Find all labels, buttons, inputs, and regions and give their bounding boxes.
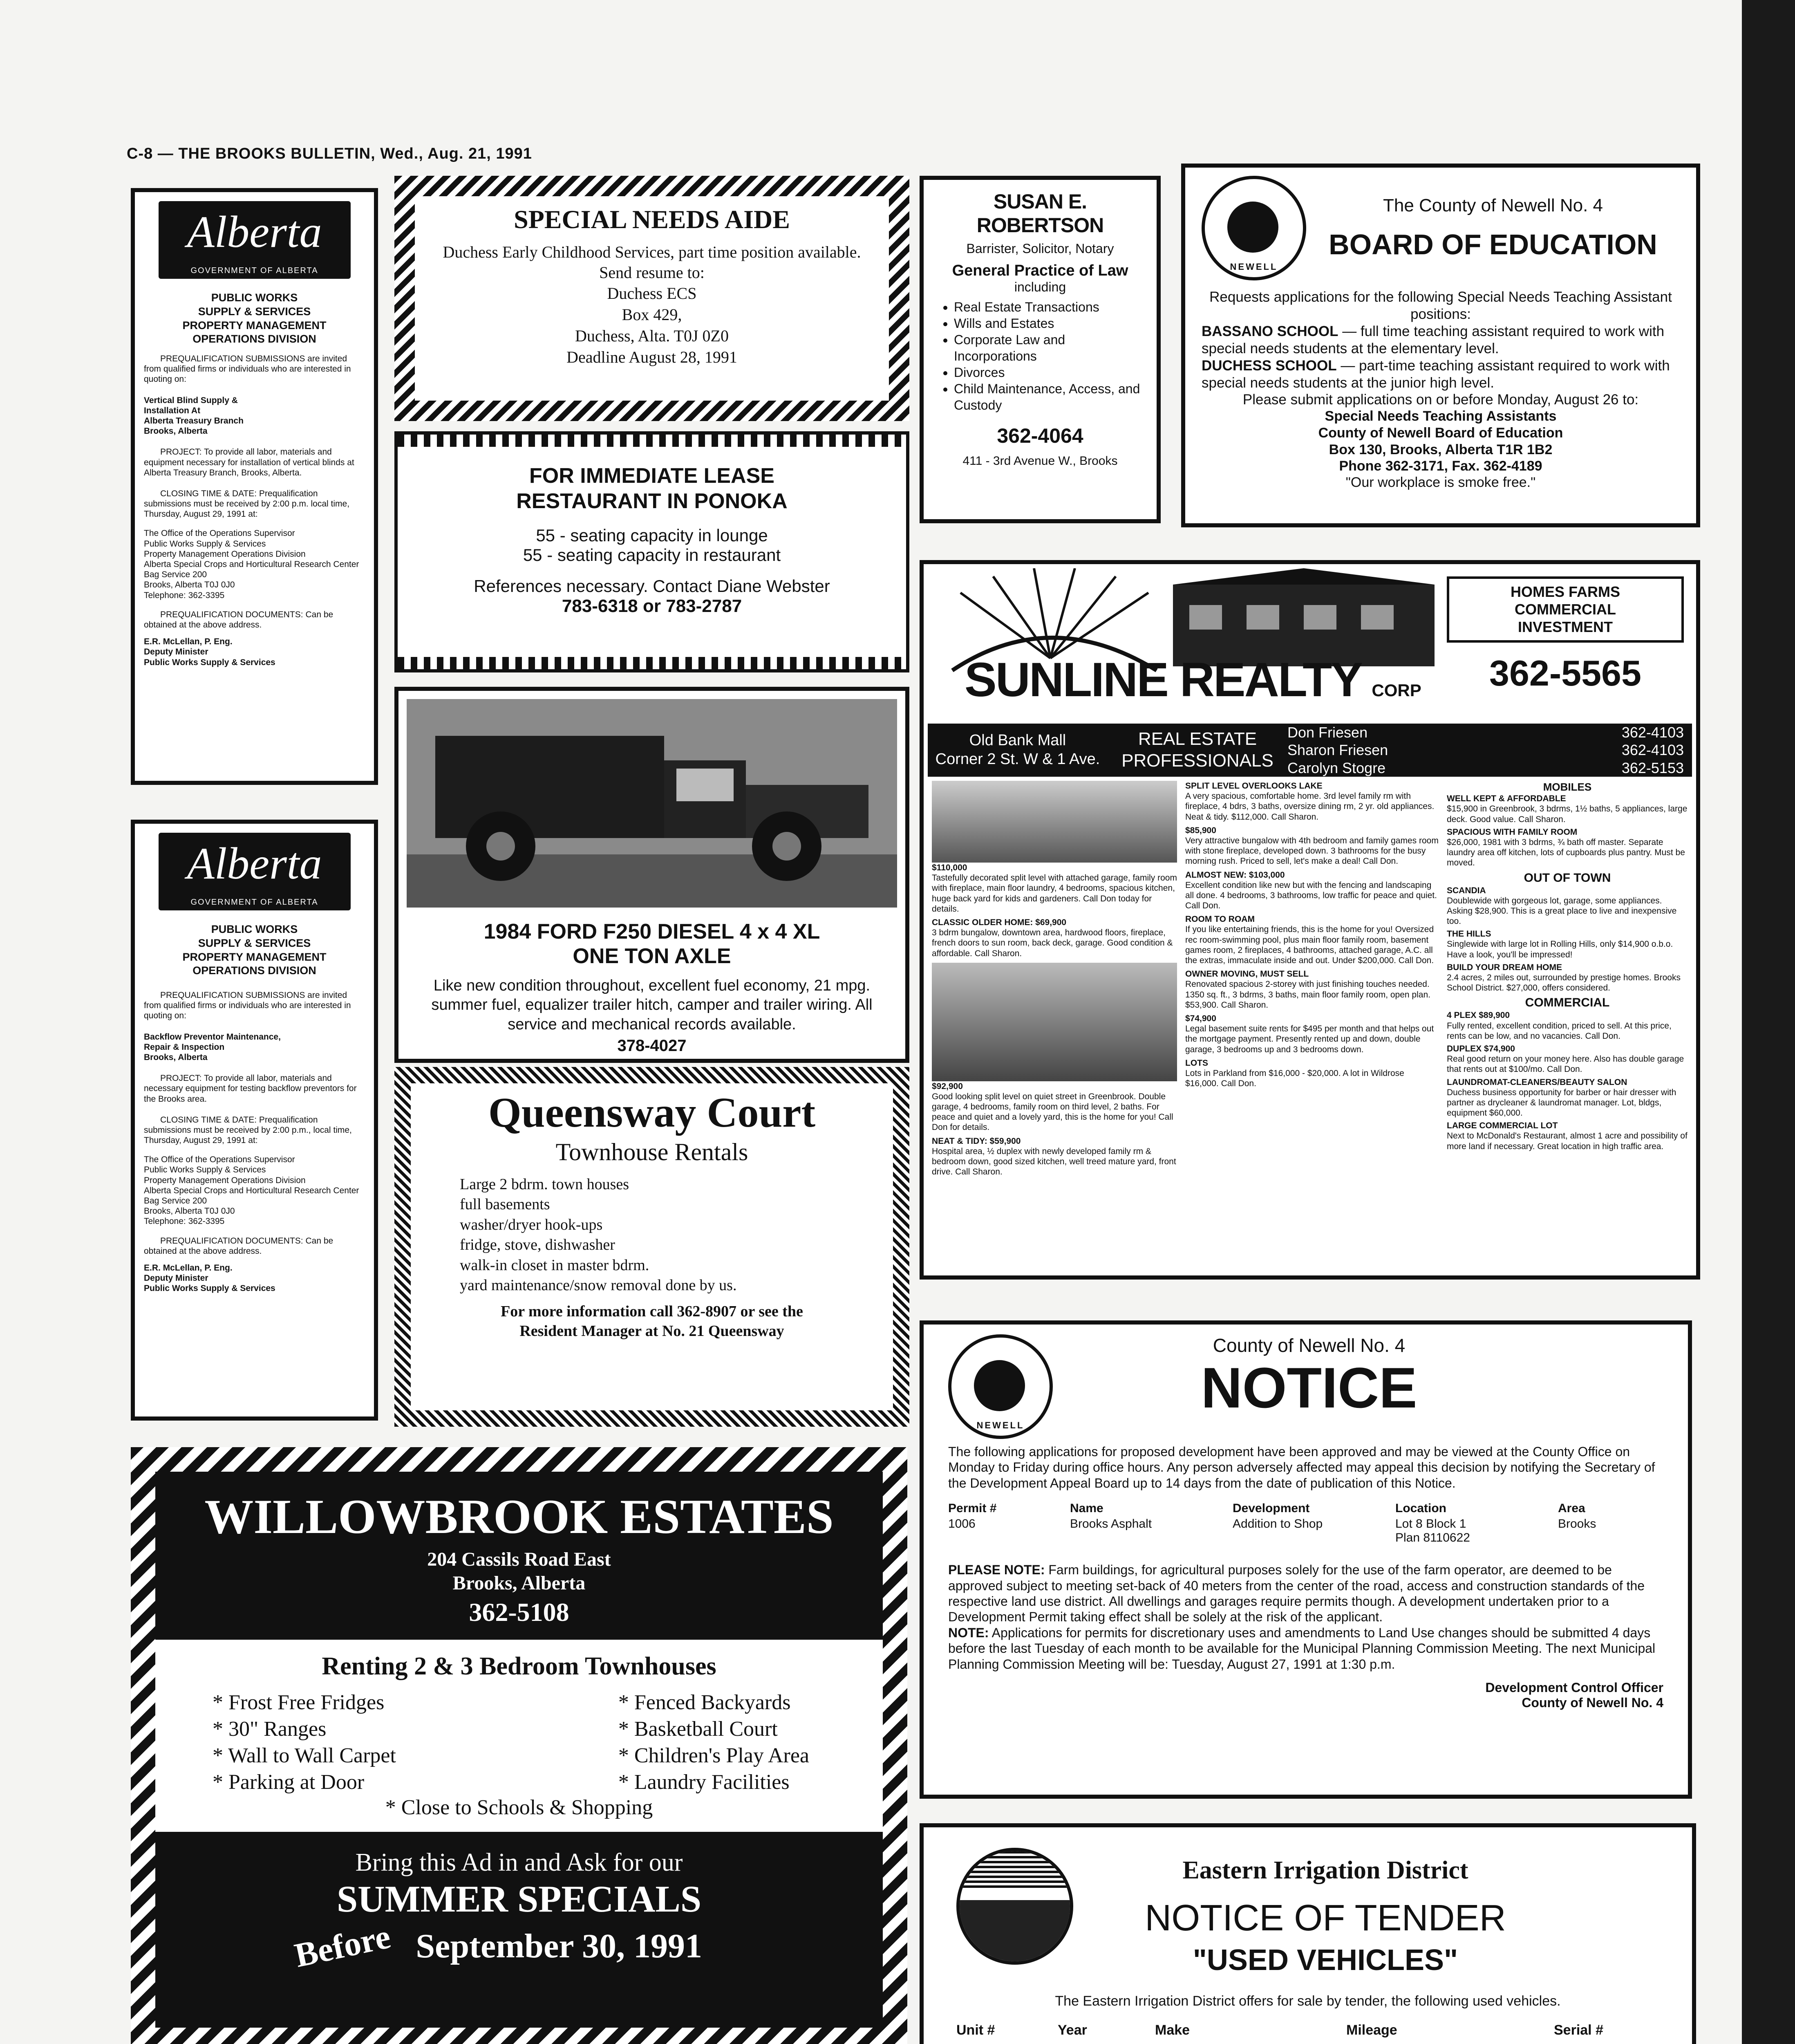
project-text: PROJECT: To provide all labor, materials and necessary equipment for testing backflow preventors for the Brooks area. bbox=[144, 1074, 357, 1104]
listing-heading: ROOM TO ROAM bbox=[1185, 914, 1255, 924]
lawyer-name: SUSAN E. ROBERTSON bbox=[976, 190, 1104, 237]
location: Old Bank Mall Corner 2 St. W & 1 Ave. bbox=[935, 732, 1100, 768]
willowbrook-estates-ad bbox=[131, 1447, 907, 2044]
alberta-logo-sub: GOVERNMENT OF ALBERTA bbox=[190, 266, 318, 275]
duchess-label: DUCHESS SCHOOL bbox=[1202, 358, 1337, 374]
newell-development-notice-large bbox=[920, 1320, 1692, 1799]
listing-heading: $110,000 bbox=[932, 863, 967, 872]
feature-item: yard maintenance/snow removal done by us. bbox=[460, 1276, 737, 1294]
section-heading: OUT OF TOWN bbox=[1524, 871, 1611, 885]
listing-text: 3 bdrm bungalow, downtown area, hardwood floors, fireplace, french doors to sun room, back deck, garage. Good condition & affordable. Call Sharon. bbox=[932, 928, 1173, 958]
agent-name: Don Friesen bbox=[1287, 724, 1368, 741]
services-list bbox=[933, 299, 1147, 413]
listing-text: Lots in Parkland from $16,000 - $20,000. A lot in Wildrose $16,000. Call Don. bbox=[1185, 1068, 1404, 1089]
office-address: The Office of the Operations Supervisor Public Works Supply & Services Property Management Operations Division Alberta Special Crops and Horticultural Research Center Bag Service 200 Brooks, Alberta T0J 0J0 Telephone: 362-3395 bbox=[144, 1155, 359, 1226]
border-top bbox=[398, 435, 906, 447]
practice: General Practice of Law bbox=[952, 262, 1128, 279]
address: 411 - 3rd Avenue W., Brooks bbox=[962, 454, 1118, 468]
table-row bbox=[948, 1516, 1663, 1546]
professionals: REAL ESTATE PROFESSIONALS bbox=[1121, 729, 1274, 771]
county-name: The County of Newell No. 4 bbox=[1383, 195, 1603, 215]
listing-text: Tastefully decorated split level with attached garage, family room with fireplace, main floor laundry, 4 bedrooms, spacious kitchen, huge back yard for kids and gardeners. Call Don today for details. bbox=[932, 873, 1177, 914]
special-needs-aide-ad bbox=[394, 176, 909, 421]
restaurant-lease-ad bbox=[394, 431, 909, 672]
closing-text: CLOSING TIME & DATE: Prequalification submissions must be received by 2:00 p.m., local time, Thursday, August 29, 1991 at: bbox=[144, 1115, 352, 1145]
features-panel bbox=[155, 1640, 883, 1832]
listing-text: Doublewide with gorgeous lot, garage, some appliances. Asking $28,900. This is a great place to live and inexpensive too. bbox=[1447, 896, 1677, 926]
ad-title: 1984 FORD F250 DIESEL 4 x 4 XL ONE TON AXLE bbox=[483, 920, 820, 968]
sunline-logo bbox=[928, 568, 1439, 724]
lawyer-title: Barrister, Solicitor, Notary bbox=[966, 241, 1114, 256]
bring-ad: Bring this Ad in and Ask for our bbox=[355, 1849, 683, 1877]
listing-text: Real good return on your money here. Also has double garage that rents out at $100/mo. Call Don. bbox=[1447, 1054, 1684, 1074]
tender-item: Vertical Blind Supply & Installation At Alberta Treasury Branch Brooks, Alberta bbox=[144, 395, 244, 436]
dept-title: PUBLIC WORKS SUPPLY & SERVICES PROPERTY MANAGEMENT OPERATIONS DIVISION bbox=[182, 923, 327, 977]
feature-item: * 30" Ranges bbox=[213, 1717, 327, 1741]
documents-text: PREQUALIFICATION DOCUMENTS: Can be obtained at the above address. bbox=[144, 610, 333, 630]
feature-item: fridge, stove, dishwasher bbox=[460, 1236, 615, 1254]
feature-item: * Children's Play Area bbox=[618, 1744, 809, 1768]
note bbox=[948, 1625, 1663, 1672]
office-address: The Office of the Operations Supervisor Public Works Supply & Services Property Management Operations Division Alberta Special Crops and Horticultural Research Center Bag Service 200 Brooks, Alberta T0J 0J0 Telephone: 362-3395 bbox=[144, 529, 359, 600]
listing-heading: ALMOST NEW: $103,000 bbox=[1185, 870, 1285, 880]
listing-text: Fully rented, excellent condition, priced to sell. At this price, rents can be low, and no vacancies. Call Don. bbox=[1447, 1021, 1672, 1041]
listing-heading: BUILD YOUR DREAM HOME bbox=[1447, 962, 1562, 972]
queensway-court-ad bbox=[394, 1067, 909, 1427]
phone: 378-4027 bbox=[617, 1037, 687, 1055]
notice-title: NOTICE bbox=[1201, 1356, 1417, 1420]
truck-for-sale-ad bbox=[394, 687, 909, 1063]
listings bbox=[928, 781, 1692, 1177]
ad-subtitle: Townhouse Rentals bbox=[555, 1139, 748, 1165]
service-item: • Corporate Law and Incorporations bbox=[954, 332, 1147, 364]
tender-intro: The Eastern Irrigation District offers for sale by tender, the following used vehicles. bbox=[1055, 1993, 1561, 2009]
note-label: NOTE: bbox=[948, 1625, 989, 1640]
ad-body: Duchess Early Childhood Services, part time position available. Send resume to: bbox=[443, 243, 861, 282]
ad-title: WILLOWBROOK ESTATES bbox=[204, 1489, 834, 1544]
permits-table bbox=[948, 1501, 1663, 1546]
phone: 783-6318 or 783-2787 bbox=[562, 596, 742, 616]
feature-item: * Parking at Door bbox=[213, 1771, 365, 1794]
feature-item: washer/dryer hook-ups bbox=[460, 1216, 603, 1233]
tender-title: NOTICE OF TENDER bbox=[1145, 1898, 1506, 1939]
page-header: C-8 — THE BROOKS BULLETIN, Wed., Aug. 21, 1991 bbox=[127, 145, 532, 162]
truck-photo bbox=[407, 699, 897, 908]
listings-col-3 bbox=[1443, 781, 1692, 1177]
intro: Requests applications for the following Special Needs Teaching Assistant positions: bbox=[1209, 289, 1672, 322]
signature: E.R. McLellan, P. Eng. Deputy Minister Public Works Supply & Services bbox=[144, 637, 275, 667]
col-permit: Permit # bbox=[948, 1502, 997, 1515]
submit-address: Special Needs Teaching Assistants County of Newell Board of Education Box 130, Brooks, Alberta T1R 1B2 Phone 362-3171, Fax. 362-4189 bbox=[1318, 408, 1563, 474]
listing-heading: $85,900 bbox=[1185, 825, 1216, 835]
ad-title: Queensway Court bbox=[488, 1089, 816, 1136]
lounge-line: 55 - seating capacity in lounge bbox=[536, 525, 768, 545]
summer-specials: SUMMER SPECIALS bbox=[336, 1878, 701, 1920]
feature-item: * Basketball Court bbox=[618, 1717, 778, 1741]
intro-text: PREQUALIFICATION SUBMISSIONS are invited from qualified firms or individuals who are interested in quoting on: bbox=[144, 354, 351, 384]
county-crest-icon bbox=[1202, 176, 1306, 280]
service-item: • Child Maintenance, Access, and Custody bbox=[954, 381, 1147, 413]
house-photo bbox=[932, 963, 1177, 1081]
col-year: Year bbox=[1058, 2022, 1087, 2038]
col-name: Name bbox=[1070, 1502, 1103, 1515]
listing-text: Duchess business opportunity for barber or hair dresser with partner as drycleaner & laundromat manager. Lot, bldgs, equipment $60,000. bbox=[1447, 1087, 1676, 1118]
service-item: • Real Estate Transactions bbox=[954, 299, 1147, 315]
agent-phone: 362-4103 bbox=[1621, 724, 1684, 741]
agent-name: Sharon Friesen bbox=[1287, 742, 1388, 759]
ad-title: FOR IMMEDIATE LEASE RESTAURANT IN PONOKA bbox=[516, 464, 788, 513]
feature-item: walk-in closet in master bdrm. bbox=[460, 1256, 649, 1274]
service-item: • Wills and Estates bbox=[954, 315, 1147, 332]
feature-list bbox=[460, 1174, 868, 1295]
alberta-logo-text: Alberta bbox=[187, 207, 322, 257]
bassano-position bbox=[1202, 323, 1680, 357]
note-text: Applications for permits for discretionary uses and amendments to Land Use changes should be submitted 4 days before the last Tuesday of each month to be available for the Municipal Planning Commission Meeting. The next Municipal Planning Commission Meeting will be: Tuesday, August 27, 1991 at 1:30 p.m. bbox=[948, 1625, 1656, 1672]
alberta-logo bbox=[159, 833, 351, 910]
tender-subtitle: "USED VEHICLES" bbox=[1193, 1944, 1458, 1977]
table-header bbox=[956, 2022, 1659, 2039]
crest-text: NEWELL bbox=[1230, 262, 1278, 272]
feature-item: full basements bbox=[460, 1196, 550, 1213]
cell bbox=[1058, 2039, 1155, 2044]
listing-text: Hospital area, ½ duplex with newly developed family rm & bedroom down, good sized kitchen, well treed mature yard, front drive. Call Sharon. bbox=[932, 1146, 1176, 1177]
col-make: Make bbox=[1155, 2022, 1190, 2038]
sunline-header bbox=[928, 568, 1692, 724]
address: 204 Cassils Road East Brooks, Alberta bbox=[427, 1549, 611, 1594]
cell bbox=[1155, 2039, 1346, 2044]
listings-col-2 bbox=[1181, 781, 1443, 1177]
listing-heading: LARGE COMMERCIAL LOT bbox=[1447, 1121, 1558, 1131]
col-unit: Unit # bbox=[956, 2022, 995, 2038]
listing-heading: LAUNDROMAT-CLEANERS/BEAUTY SALON bbox=[1447, 1077, 1627, 1087]
agent-row bbox=[1287, 759, 1684, 777]
agent-row bbox=[1287, 724, 1684, 741]
signature: E.R. McLellan, P. Eng. Deputy Minister Public Works Supply & Services bbox=[144, 1263, 275, 1293]
closing-text: CLOSING TIME & DATE: Prequalification submissions must be received by 2:00 p.m. local time, Thursday, August 29, 1991 at: bbox=[144, 489, 350, 519]
feature-item: * Laundry Facilities bbox=[618, 1771, 790, 1794]
county-name: County of Newell No. 4 bbox=[1213, 1335, 1406, 1356]
listing-text: Next to McDonald's Restaurant, almost 1 acre and possibility of more land if necessary. Great location in high traffic area. bbox=[1447, 1131, 1688, 1151]
alberta-tender-ad-1 bbox=[131, 188, 378, 785]
truck-icon bbox=[407, 699, 897, 908]
listing-heading: WELL KEPT & AFFORDABLE bbox=[1447, 794, 1566, 804]
listing-heading: DUPLEX $74,900 bbox=[1447, 1044, 1515, 1053]
submit-line: Please submit applications on or before Monday, August 26 to: bbox=[1242, 392, 1639, 408]
cell: Brooks bbox=[1558, 1517, 1596, 1531]
feature-item: * Close to Schools & Shopping bbox=[385, 1796, 653, 1820]
before-label: Before bbox=[291, 1917, 394, 1975]
board-title: BOARD OF EDUCATION bbox=[1329, 229, 1657, 260]
info-bar bbox=[928, 724, 1692, 777]
intro-text: PREQUALIFICATION SUBMISSIONS are invited from qualified firms or individuals who are interested in quoting on: bbox=[144, 991, 351, 1021]
listings-col-1 bbox=[928, 781, 1181, 1177]
listing-heading: SPLIT LEVEL OVERLOOKS LAKE bbox=[1185, 781, 1323, 791]
table-row bbox=[956, 2039, 1659, 2044]
please-note-text: Farm buildings, for agricultural purposes solely for the use of the farm operator, are deemed to be approved subject to meeting set-back of 40 meters from the center of the road, access and construction standards of the respective land use district. All dwellings and garages require permits though. A development undertaken prior to a Development Permit taking effect shall be solely at the risk of the applicant. bbox=[948, 1562, 1645, 1625]
cell bbox=[1554, 2039, 1659, 2044]
eid-tender-ad bbox=[920, 1823, 1696, 2044]
deadline-date: September 30, 1991 bbox=[416, 1927, 703, 1966]
col-serial: Serial # bbox=[1554, 2022, 1603, 2038]
col-development: Development bbox=[1233, 1502, 1310, 1515]
ad-address: Duchess ECS Box 429, Duchess, Alta. T0J 0Z0 Deadline August 28, 1991 bbox=[566, 284, 737, 366]
office-phone: 362-5565 bbox=[1489, 652, 1641, 693]
phone: 362-5108 bbox=[469, 1598, 569, 1627]
listing-heading: 4 PLEX $89,900 bbox=[1447, 1011, 1510, 1020]
listing-text: If you like entertaining friends, this is the home for you! Oversized rec room-swimming pool, plus main floor family room, basement games room, 2 fireplaces, 4 bathrooms, attached garage, A.C. all the extras, immaculate inside and out. Under $200,000. Call Don. bbox=[1185, 925, 1434, 965]
listing-text: Very attractive bungalow with 4th bedroom and family games room with stone fireplace, developed down. 3 bathrooms for the busy morning rush. Priced to sell, let's make a deal! Call Don. bbox=[1185, 836, 1439, 866]
alberta-logo bbox=[159, 201, 351, 279]
agents-list bbox=[1287, 724, 1692, 777]
col-location: Location bbox=[1395, 1502, 1446, 1515]
feature-item: * Frost Free Fridges bbox=[213, 1691, 385, 1715]
service-item: • Divorces bbox=[954, 364, 1147, 381]
please-note bbox=[948, 1562, 1663, 1625]
alberta-tender-ad-2 bbox=[131, 820, 378, 1421]
crest-text: NEWELL bbox=[976, 1420, 1025, 1430]
renting-title: Renting 2 & 3 Bedroom Townhouses bbox=[322, 1652, 716, 1681]
project-text: PROJECT: To provide all labor, materials and equipment necessary for installation of vertical blinds at Alberta Treasury Branch, Brooks, Alberta. bbox=[144, 447, 354, 477]
agent-name: Carolyn Stogre bbox=[1287, 759, 1386, 776]
robertson-law-ad bbox=[920, 176, 1161, 523]
house-photo bbox=[932, 781, 1177, 863]
listing-text: Excellent condition like new but with the fencing and landscaping all done. 4 bedrooms, 3 bathrooms, low traffic for peace and quiet. Call Don. bbox=[1185, 880, 1437, 911]
service-tags: HOMES FARMS COMMERCIAL INVESTMENT bbox=[1447, 576, 1684, 643]
phone: 362-4064 bbox=[997, 424, 1083, 447]
feature-item: Large 2 bdrm. town houses bbox=[460, 1176, 629, 1193]
documents-text: PREQUALIFICATION DOCUMENTS: Can be obtained at the above address. bbox=[144, 1236, 333, 1256]
feature-item: * Wall to Wall Carpet bbox=[213, 1744, 396, 1768]
restaurant-line: 55 - seating capacity in restaurant bbox=[523, 545, 781, 565]
vehicles-table bbox=[956, 2022, 1659, 2044]
bassano-label: BASSANO SCHOOL bbox=[1202, 323, 1338, 339]
sunline-realty-ad bbox=[920, 560, 1700, 1280]
listing-heading: THE HILLS bbox=[1447, 929, 1491, 939]
smoke-free: "Our workplace is smoke free." bbox=[1345, 475, 1536, 491]
listing-text: A very spacious, comfortable home. 3rd level family rm with fireplace, 4 bdrs, 3 baths, oversize dining rm, 2 yr. old appliances. Neat & tidy. $112,000. Call Sharon. bbox=[1185, 791, 1435, 822]
agent-row bbox=[1287, 741, 1684, 759]
please-note-label: PLEASE NOTE: bbox=[948, 1562, 1045, 1578]
cell: Brooks Asphalt bbox=[1070, 1517, 1152, 1531]
ad-footer: For more information call 362-8907 or see the Resident Manager at No. 21 Queensway bbox=[501, 1303, 803, 1340]
including: including bbox=[1014, 280, 1066, 294]
bassano-text: — full time teaching assistant required to work with special needs students at the elementary level. bbox=[1202, 323, 1665, 356]
ad-title: SPECIAL NEEDS AIDE bbox=[514, 205, 790, 234]
alberta-logo-sub: GOVERNMENT OF ALBERTA bbox=[190, 898, 318, 907]
signature: Development Control Officer County of Newell No. 4 bbox=[1485, 1680, 1663, 1710]
scan-edge bbox=[1742, 0, 1795, 2044]
company-corp: CORP bbox=[1372, 681, 1421, 700]
cell bbox=[956, 2039, 1058, 2044]
duchess-text: — part-time teaching assistant required to work with special needs students at the junior high level. bbox=[1202, 358, 1670, 391]
listing-heading: SCANDIA bbox=[1447, 885, 1486, 895]
features-grid bbox=[180, 1689, 858, 1795]
table-header bbox=[948, 1501, 1663, 1516]
listing-heading: OWNER MOVING, MUST SELL bbox=[1185, 969, 1309, 979]
ad-body: Like new condition throughout, excellent fuel economy, 21 mpg. summer fuel, equalizer trailer hitch, camper and trailer wiring. All service and mechanical records available. bbox=[431, 977, 873, 1033]
cell: Lot 8 Block 1 Plan 8110622 bbox=[1395, 1517, 1470, 1545]
listing-text: $15,900 in Greenbrook, 3 bdrms, 1½ baths, 5 appliances, large deck. Good value. Call Sharon. bbox=[1447, 804, 1688, 824]
tender-item: Backflow Preventor Maintenance, Repair & Inspection Brooks, Alberta bbox=[144, 1032, 281, 1062]
cell bbox=[1346, 2039, 1554, 2044]
notice-intro: The following applications for proposed development have been approved and may be viewed at the County Office on Monday to Friday during office hours. Any person adversely affected may appeal this decision by notifying the Secretary of the Development Appeal Board up to 14 days from the date of publication of this Notice. bbox=[948, 1444, 1655, 1490]
listing-heading: CLASSIC OLDER HOME: $69,900 bbox=[932, 917, 1067, 927]
agent-phone: 362-4103 bbox=[1621, 742, 1684, 759]
county-crest-icon bbox=[948, 1334, 1053, 1439]
board-of-education-ad bbox=[1181, 164, 1700, 527]
listing-heading: $92,900 bbox=[932, 1081, 963, 1091]
company-name: SUNLINE REALTY bbox=[965, 653, 1362, 707]
col-area: Area bbox=[1558, 1502, 1585, 1515]
listing-text: 2.4 acres, 2 miles out, surrounded by prestige homes. Brooks School District. $27,000, offers considered. bbox=[1447, 973, 1681, 993]
agent-phone: 362-5153 bbox=[1621, 759, 1684, 776]
listing-text: Legal basement suite rents for $495 per month and that helps out the mortgage payment. Presently rented up and down, double garage, 3 bedrooms up and 3 bedrooms down. bbox=[1185, 1024, 1434, 1054]
alberta-logo-text: Alberta bbox=[187, 838, 322, 888]
listing-text: $26,000, 1981 with 3 bdrms, ¾ bath off master. Separate laundry area off kitchen, lots of cupboards plus pantry. Must be moved. bbox=[1447, 837, 1685, 868]
listing-text: Renovated spacious 2-storey with just finishing touches needed. 1350 sq. ft., 3 bdrms, 3 baths, main floor family room, open plan. $53,900. Call Sharon. bbox=[1185, 979, 1430, 1010]
listing-text: Singlewide with large lot in Rolling Hills, only $14,900 o.b.o. Have a look, you'll be impressed! bbox=[1447, 939, 1673, 959]
border-bottom bbox=[398, 657, 906, 669]
cell: 1006 bbox=[948, 1517, 976, 1531]
section-heading: COMMERCIAL bbox=[1525, 996, 1610, 1010]
duchess-position bbox=[1202, 357, 1680, 392]
listing-heading: SPACIOUS WITH FAMILY ROOM bbox=[1447, 827, 1578, 837]
listing-heading: LOTS bbox=[1185, 1058, 1208, 1068]
cell: Addition to Shop bbox=[1233, 1517, 1323, 1531]
listing-heading: $74,900 bbox=[1185, 1013, 1216, 1023]
district-name: Eastern Irrigation District bbox=[1182, 1856, 1468, 1884]
col-mileage: Mileage bbox=[1346, 2022, 1397, 2038]
listing-text: Good looking split level on quiet street in Greenbrook. Double garage, 4 bedrooms, family room on third level, 2 baths. For peace and quiet and a lovely yard, this is the home for you! Call Don for details. bbox=[932, 1091, 1173, 1132]
dept-title: PUBLIC WORKS SUPPLY & SERVICES PROPERTY MANAGEMENT OPERATIONS DIVISION bbox=[182, 291, 327, 345]
listing-heading: NEAT & TIDY: $59,900 bbox=[932, 1136, 1021, 1146]
feature-item: * Fenced Backyards bbox=[618, 1691, 791, 1715]
section-heading: MOBILES bbox=[1543, 781, 1592, 793]
eid-logo-icon bbox=[956, 1848, 1073, 1965]
references: References necessary. Contact Diane Webster bbox=[474, 576, 830, 596]
